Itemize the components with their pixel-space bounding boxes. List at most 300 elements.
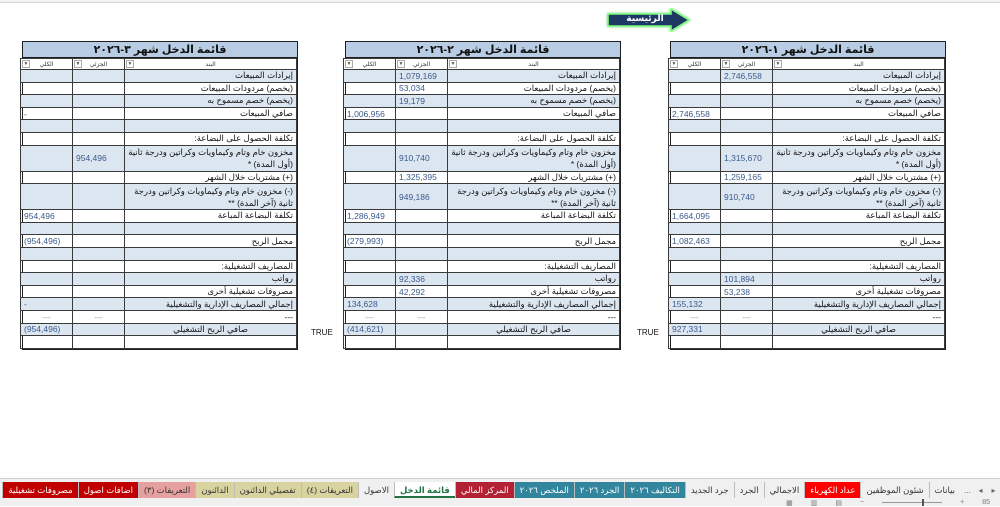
table-row	[669, 145, 945, 171]
partial-value-cell[interactable]	[73, 247, 125, 260]
total-value-cell[interactable]	[21, 273, 73, 286]
total-value-cell[interactable]	[344, 95, 396, 108]
partial-value-cell[interactable]	[396, 336, 448, 349]
total-value-cell[interactable]: (954,496)	[21, 323, 73, 336]
row-label-cell[interactable]: مخزون خام وتام وكيماويات وكراتين ودرجة ثانية (أول المدة) *	[448, 145, 620, 171]
row-label-cell[interactable]: (يخصم) مردودات المبيعات	[125, 82, 297, 95]
partial-value-cell[interactable]	[73, 336, 125, 349]
partial-value-cell[interactable]	[73, 184, 125, 210]
total-value-cell[interactable]	[669, 184, 721, 210]
table-row	[669, 336, 945, 349]
row-label-cell[interactable]: تكلفة البضاعة المباعة	[125, 210, 297, 223]
total-value-cell[interactable]: 1,082,463	[669, 235, 721, 248]
column-header-strip	[0, 0, 1000, 3]
partial-value-cell[interactable]: ---	[73, 310, 125, 323]
partial-value-cell[interactable]: 1,325,395	[396, 171, 448, 184]
total-value-cell[interactable]	[344, 120, 396, 133]
table-row	[669, 222, 945, 235]
total-value-cell[interactable]	[21, 336, 73, 349]
table-row	[21, 247, 297, 260]
sheet-tab[interactable]: المركز المالي	[455, 482, 514, 498]
filter-dropdown-icon[interactable]: ▼	[75, 61, 81, 67]
scroll-tabs-prev-icon[interactable]: ◂	[978, 485, 983, 495]
row-label-cell[interactable]: رواتب	[125, 273, 297, 286]
total-value-cell[interactable]: 134,628	[344, 298, 396, 311]
partial-value-cell[interactable]	[73, 107, 125, 120]
sheet-tab[interactable]: عداد الكهرباء	[804, 482, 860, 498]
partial-value-cell[interactable]	[396, 298, 448, 311]
filter-dropdown-icon[interactable]: ▼	[775, 61, 781, 67]
column-header-total: الكلي ▼	[21, 59, 73, 70]
row-label-cell[interactable]	[448, 222, 620, 235]
column-header-partial: الجزئي ▼	[396, 59, 448, 70]
table-row	[344, 82, 620, 95]
total-value-cell[interactable]	[669, 82, 721, 95]
partial-value-cell[interactable]	[721, 120, 773, 133]
row-label-cell[interactable]: (-) مخزون خام وتام وكيماويات وكراتين ودرجة ثانية (آخر المدة) **	[448, 184, 620, 210]
check-flag-month-1: TRUE	[637, 328, 659, 337]
table-row	[21, 145, 297, 171]
partial-value-cell[interactable]	[721, 95, 773, 108]
income-statement-table	[668, 58, 945, 349]
table-row	[344, 336, 620, 349]
partial-value-cell[interactable]	[721, 323, 773, 336]
column-header-partial: الجزئي ▼	[721, 59, 773, 70]
row-label-cell[interactable]	[448, 336, 620, 349]
row-label-cell[interactable]: تكلفة الحصول على البضاعة:	[773, 132, 945, 145]
row-label-cell[interactable]: مجمل الربح	[448, 235, 620, 248]
partial-value-cell[interactable]: 1,079,169	[396, 70, 448, 83]
partial-value-cell[interactable]: 1,259,165	[721, 171, 773, 184]
table-row	[669, 310, 945, 323]
row-label-cell[interactable]: مصروفات تشغيلية أخرى	[125, 285, 297, 298]
sheet-tabs	[2, 482, 960, 498]
total-value-cell[interactable]	[21, 247, 73, 260]
partial-value-cell[interactable]: 910,740	[396, 145, 448, 171]
tab-navigation	[958, 482, 1000, 498]
total-value-cell[interactable]	[669, 171, 721, 184]
table-row	[21, 95, 297, 108]
row-label-cell[interactable]: رواتب	[448, 273, 620, 286]
partial-value-cell[interactable]	[73, 95, 125, 108]
row-label-cell[interactable]	[448, 247, 620, 260]
total-value-cell[interactable]: ---	[344, 310, 396, 323]
filter-dropdown-icon[interactable]: ▼	[450, 61, 456, 67]
total-value-cell[interactable]	[21, 171, 73, 184]
row-label-cell[interactable]: صافي المبيعات	[448, 107, 620, 120]
table-row	[669, 285, 945, 298]
table-row	[669, 273, 945, 286]
partial-value-cell[interactable]	[73, 285, 125, 298]
table-row	[21, 210, 297, 223]
row-label-cell[interactable]: إجمالي المصاريف الإدارية والتشغيلية	[448, 298, 620, 311]
row-label-cell[interactable]: تكلفة البضاعة المباعة	[773, 210, 945, 223]
partial-value-cell[interactable]	[396, 222, 448, 235]
partial-value-cell[interactable]: 910,740	[721, 184, 773, 210]
table-row	[21, 107, 297, 120]
table-row	[21, 120, 297, 133]
row-label-cell[interactable]: المصاريف التشغيلية:	[125, 260, 297, 273]
total-value-cell[interactable]	[344, 184, 396, 210]
table-row	[21, 260, 297, 273]
partial-value-cell[interactable]	[396, 107, 448, 120]
sheet-tab[interactable]: اضافات اصول	[78, 482, 138, 498]
table-row	[344, 171, 620, 184]
partial-value-cell[interactable]: 92,336	[396, 273, 448, 286]
total-value-cell[interactable]	[344, 273, 396, 286]
filter-dropdown-icon[interactable]: ▼	[398, 61, 404, 67]
statement-title: قائمة الدخل شهر ١-٢٠٢٦	[671, 42, 945, 58]
table-row	[21, 235, 297, 248]
table-row	[344, 132, 620, 145]
table-row	[344, 107, 620, 120]
row-label-cell[interactable]: ---	[125, 310, 297, 323]
row-label-cell[interactable]: إجمالي المصاريف الإدارية والتشغيلية	[773, 298, 945, 311]
table-row	[21, 222, 297, 235]
table-row	[344, 184, 620, 210]
table-row	[669, 235, 945, 248]
row-label-cell[interactable]: (+) مشتريات خلال الشهر	[125, 171, 297, 184]
total-value-cell[interactable]: 1,664,095	[669, 210, 721, 223]
partial-value-cell[interactable]	[721, 222, 773, 235]
partial-value-cell[interactable]: ---	[396, 310, 448, 323]
total-value-cell[interactable]: (279,993)	[344, 235, 396, 248]
table-row	[21, 323, 297, 336]
partial-value-cell[interactable]: 949,186	[396, 184, 448, 210]
column-header-item: البند ▼	[773, 59, 945, 70]
total-value-cell[interactable]	[669, 222, 721, 235]
table-row	[669, 247, 945, 260]
table-row	[669, 70, 945, 83]
zoom-slider[interactable]	[882, 502, 942, 503]
income-statement-month-2	[345, 41, 621, 350]
partial-value-cell[interactable]	[73, 273, 125, 286]
total-value-cell[interactable]: 2,746,558	[669, 107, 721, 120]
row-label-cell[interactable]	[773, 120, 945, 133]
sheet-tab[interactable]: شئون الموظفين	[860, 482, 928, 498]
row-label-cell[interactable]: إيرادات المبيعات	[125, 70, 297, 83]
table-row	[344, 285, 620, 298]
row-label-cell[interactable]: (+) مشتريات خلال الشهر	[773, 171, 945, 184]
total-value-cell[interactable]	[669, 145, 721, 171]
zoom-level[interactable]: 85	[982, 499, 990, 506]
total-value-cell[interactable]: (414,621)	[344, 323, 396, 336]
partial-value-cell[interactable]	[396, 120, 448, 133]
total-value-cell[interactable]	[344, 171, 396, 184]
sheet-tab[interactable]: جرد الجديد	[685, 482, 734, 498]
partial-value-cell[interactable]	[396, 132, 448, 145]
partial-value-cell[interactable]	[73, 132, 125, 145]
sheet-tab[interactable]: تفصيلي الدائنون	[234, 482, 301, 498]
row-label-cell[interactable]: صافي الربح التشغيلي	[125, 323, 297, 336]
row-label-cell[interactable]: مخزون خام وتام وكيماويات وكراتين ودرجة ثانية (أول المدة) *	[125, 145, 297, 171]
total-value-cell[interactable]	[21, 95, 73, 108]
total-value-cell[interactable]: 1,006,956	[344, 107, 396, 120]
income-statement-table	[343, 58, 620, 349]
sheet-tab[interactable]: الجرد ٢٠٢٦	[574, 482, 625, 498]
partial-value-cell[interactable]: ---	[721, 310, 773, 323]
row-label-cell[interactable]: تكلفة الحصول على البضاعة:	[448, 132, 620, 145]
total-value-cell[interactable]	[344, 247, 396, 260]
table-row	[669, 120, 945, 133]
sheet-tab[interactable]: الدائنون	[195, 482, 233, 498]
table-row	[344, 120, 620, 133]
total-value-cell[interactable]	[21, 285, 73, 298]
row-label-cell[interactable]: ---	[448, 310, 620, 323]
table-row	[21, 273, 297, 286]
total-value-cell[interactable]	[21, 120, 73, 133]
partial-value-cell[interactable]: 53,034	[396, 82, 448, 95]
total-value-cell[interactable]	[669, 120, 721, 133]
sheet-tab[interactable]: الاجمالي	[764, 482, 805, 498]
table-row	[344, 323, 620, 336]
total-value-cell[interactable]	[669, 336, 721, 349]
partial-value-cell[interactable]	[721, 235, 773, 248]
row-label-cell[interactable]: (-) مخزون خام وتام وكيماويات وكراتين ودرجة ثانية (آخر المدة) **	[773, 184, 945, 210]
total-value-cell[interactable]	[21, 222, 73, 235]
partial-value-cell[interactable]	[73, 171, 125, 184]
partial-value-cell[interactable]: 42,292	[396, 285, 448, 298]
total-value-cell[interactable]	[21, 82, 73, 95]
row-label-cell[interactable]: رواتب	[773, 273, 945, 286]
total-value-cell[interactable]	[669, 95, 721, 108]
partial-value-cell[interactable]	[73, 298, 125, 311]
column-header-item: البند ▼	[125, 59, 297, 70]
table-row	[21, 82, 297, 95]
row-label-cell[interactable]	[773, 247, 945, 260]
partial-value-cell[interactable]	[721, 336, 773, 349]
table-row	[21, 310, 297, 323]
table-row	[344, 310, 620, 323]
row-label-cell[interactable]: إيرادات المبيعات	[448, 70, 620, 83]
total-value-cell[interactable]	[344, 260, 396, 273]
sheet-tab[interactable]: قائمة الدخل	[394, 482, 455, 498]
total-value-cell[interactable]	[669, 273, 721, 286]
filter-dropdown-icon[interactable]: ▼	[23, 61, 29, 67]
row-label-cell[interactable]: مصروفات تشغيلية أخرى	[773, 285, 945, 298]
partial-value-cell[interactable]	[721, 260, 773, 273]
sheet-tab-bar	[0, 478, 1000, 506]
table-row	[344, 273, 620, 286]
total-value-cell[interactable]	[21, 70, 73, 83]
partial-value-cell[interactable]	[73, 323, 125, 336]
zoom-out-button[interactable]: −	[860, 499, 865, 506]
total-value-cell[interactable]: 927,331	[669, 323, 721, 336]
total-value-cell[interactable]	[669, 260, 721, 273]
row-label-cell[interactable]: مصروفات تشغيلية أخرى	[448, 285, 620, 298]
table-row	[669, 107, 945, 120]
row-label-cell[interactable]	[125, 222, 297, 235]
partial-value-cell[interactable]	[721, 82, 773, 95]
row-label-cell[interactable]	[125, 247, 297, 260]
total-value-cell[interactable]: -	[21, 107, 73, 120]
table-row	[669, 95, 945, 108]
income-statement-table	[20, 58, 297, 349]
partial-value-cell[interactable]	[73, 222, 125, 235]
partial-value-cell[interactable]: 2,746,558	[721, 70, 773, 83]
table-row	[669, 210, 945, 223]
column-header-total: الكلي ▼	[669, 59, 721, 70]
sheet-tab[interactable]: التعريفات (٤)	[301, 482, 358, 498]
filter-dropdown-icon[interactable]: ▼	[346, 61, 352, 67]
table-row	[669, 82, 945, 95]
table-row	[21, 70, 297, 83]
partial-value-cell[interactable]	[721, 132, 773, 145]
total-value-cell[interactable]	[344, 82, 396, 95]
page-layout-icon[interactable]: ▥	[810, 499, 818, 507]
total-value-cell[interactable]	[344, 132, 396, 145]
total-value-cell[interactable]: 155,132	[669, 298, 721, 311]
total-value-cell[interactable]	[344, 285, 396, 298]
row-label-cell[interactable]: (+) مشتريات خلال الشهر	[448, 171, 620, 184]
partial-value-cell[interactable]	[73, 120, 125, 133]
partial-value-cell[interactable]	[396, 235, 448, 248]
row-label-cell[interactable]	[773, 222, 945, 235]
row-label-cell[interactable]: إيرادات المبيعات	[773, 70, 945, 83]
row-label-cell[interactable]: (يخصم) خصم مسموح به	[773, 95, 945, 108]
row-label-cell[interactable]: (يخصم) مردودات المبيعات	[773, 82, 945, 95]
row-label-cell[interactable]: مجمل الربح	[125, 235, 297, 248]
row-label-cell[interactable]: (يخصم) مردودات المبيعات	[448, 82, 620, 95]
row-label-cell[interactable]: صافي المبيعات	[125, 107, 297, 120]
table-row	[21, 298, 297, 311]
partial-value-cell[interactable]	[396, 323, 448, 336]
partial-value-cell[interactable]	[73, 260, 125, 273]
row-label-cell[interactable]: (يخصم) خصم مسموح به	[448, 95, 620, 108]
column-header-total: الكلي ▼	[344, 59, 396, 70]
total-value-cell[interactable]	[21, 132, 73, 145]
total-value-cell[interactable]	[21, 184, 73, 210]
total-value-cell[interactable]: -	[21, 298, 73, 311]
row-label-cell[interactable]	[125, 336, 297, 349]
row-label-cell[interactable]: صافي الربح التشغيلي	[773, 323, 945, 336]
total-value-cell[interactable]	[669, 285, 721, 298]
row-label-cell[interactable]: تكلفة الحصول على البضاعة:	[125, 132, 297, 145]
partial-value-cell[interactable]: 101,894	[721, 273, 773, 286]
partial-value-cell[interactable]	[396, 247, 448, 260]
filter-dropdown-icon[interactable]: ▼	[671, 61, 677, 67]
sheet-tab[interactable]: التعريفات (٣)	[138, 482, 195, 498]
partial-value-cell[interactable]	[73, 70, 125, 83]
total-value-cell[interactable]: 1,286,949	[344, 210, 396, 223]
filter-dropdown-icon[interactable]: ▼	[723, 61, 729, 67]
table-row	[669, 184, 945, 210]
sheet-tab[interactable]: مصروفات تشغيلية	[2, 482, 77, 498]
partial-value-cell[interactable]: 1,315,670	[721, 145, 773, 171]
income-statement-month-1	[670, 41, 946, 350]
row-label-cell[interactable]	[125, 120, 297, 133]
sheet-tab[interactable]: الاصول	[358, 482, 394, 498]
table-row	[669, 260, 945, 273]
total-value-cell[interactable]	[21, 145, 73, 171]
partial-value-cell[interactable]	[396, 210, 448, 223]
partial-value-cell[interactable]	[73, 210, 125, 223]
table-row	[344, 210, 620, 223]
home-button[interactable]	[605, 8, 693, 32]
home-button-label: الرئيسية	[626, 13, 664, 23]
total-value-cell[interactable]	[21, 260, 73, 273]
table-row	[344, 95, 620, 108]
table-row	[21, 184, 297, 210]
partial-value-cell[interactable]: 53,238	[721, 285, 773, 298]
row-label-cell[interactable]: (-) مخزون خام وتام وكيماويات وكراتين ودرجة ثانية (آخر المدة) **	[125, 184, 297, 210]
partial-value-cell[interactable]	[73, 82, 125, 95]
table-row	[669, 171, 945, 184]
total-value-cell[interactable]: ---	[21, 310, 73, 323]
row-label-cell[interactable]: إجمالي المصاريف الإدارية والتشغيلية	[125, 298, 297, 311]
statement-title: قائمة الدخل شهر ٣-٢٠٢٦	[23, 42, 297, 58]
table-row	[344, 235, 620, 248]
partial-value-cell[interactable]	[721, 298, 773, 311]
partial-value-cell[interactable]	[721, 247, 773, 260]
row-label-cell[interactable]: (يخصم) خصم مسموح به	[125, 95, 297, 108]
table-row	[21, 132, 297, 145]
row-label-cell[interactable]	[773, 336, 945, 349]
partial-value-cell[interactable]: 954,496	[73, 145, 125, 171]
row-label-cell[interactable]: مخزون خام وتام وكيماويات وكراتين ودرجة ثانية (أول المدة) *	[773, 145, 945, 171]
table-row	[344, 70, 620, 83]
zoom-in-button[interactable]: +	[960, 499, 965, 506]
income-statement-month-3	[22, 41, 298, 350]
table-row	[344, 260, 620, 273]
table-row	[344, 145, 620, 171]
total-value-cell[interactable]	[669, 132, 721, 145]
row-label-cell[interactable]: ---	[773, 310, 945, 323]
partial-value-cell[interactable]	[396, 260, 448, 273]
sheet-tab[interactable]: الجرد	[734, 482, 764, 498]
table-row	[21, 285, 297, 298]
row-label-cell[interactable]: المصاريف التشغيلية:	[773, 260, 945, 273]
total-value-cell[interactable]: ---	[669, 310, 721, 323]
column-header-partial: الجزئي ▼	[73, 59, 125, 70]
row-label-cell[interactable]	[448, 120, 620, 133]
partial-value-cell[interactable]	[721, 210, 773, 223]
partial-value-cell[interactable]	[721, 107, 773, 120]
total-value-cell[interactable]	[344, 145, 396, 171]
total-value-cell[interactable]	[344, 70, 396, 83]
row-label-cell[interactable]: صافي المبيعات	[773, 107, 945, 120]
sheet-tab[interactable]: بيانات	[929, 482, 960, 498]
row-label-cell[interactable]: تكلفة البضاعة المباعة	[448, 210, 620, 223]
partial-value-cell[interactable]: 19,179	[396, 95, 448, 108]
normal-view-icon[interactable]: ▦	[786, 499, 793, 507]
total-value-cell[interactable]	[669, 247, 721, 260]
table-row	[344, 222, 620, 235]
total-value-cell[interactable]	[344, 336, 396, 349]
table-row	[344, 298, 620, 311]
row-label-cell[interactable]: المصاريف التشغيلية:	[448, 260, 620, 273]
sheet-tab[interactable]: الملخص ٢٠٢٦	[514, 482, 574, 498]
table-row	[669, 132, 945, 145]
row-label-cell[interactable]: صافي الربح التشغيلي	[448, 323, 620, 336]
table-row	[21, 336, 297, 349]
column-header-item: البند ▼	[448, 59, 620, 70]
row-label-cell[interactable]: مجمل الربح	[773, 235, 945, 248]
table-row	[669, 323, 945, 336]
total-value-cell[interactable]: (954,496)	[21, 235, 73, 248]
scroll-tabs-next-icon[interactable]: ▸	[991, 485, 996, 495]
partial-value-cell[interactable]	[73, 235, 125, 248]
total-value-cell[interactable]	[344, 222, 396, 235]
page-break-icon[interactable]: ▤	[835, 499, 843, 507]
more-tabs-button[interactable]: ...	[964, 485, 971, 495]
total-value-cell[interactable]: 954,496	[21, 210, 73, 223]
filter-dropdown-icon[interactable]: ▼	[127, 61, 133, 67]
sheet-tab[interactable]: التكاليف ٢٠٢٦	[624, 482, 684, 498]
total-value-cell[interactable]	[669, 70, 721, 83]
check-flag-month-2: TRUE	[311, 328, 333, 337]
statement-title: قائمة الدخل شهر ٢-٢٠٢٦	[346, 42, 620, 58]
